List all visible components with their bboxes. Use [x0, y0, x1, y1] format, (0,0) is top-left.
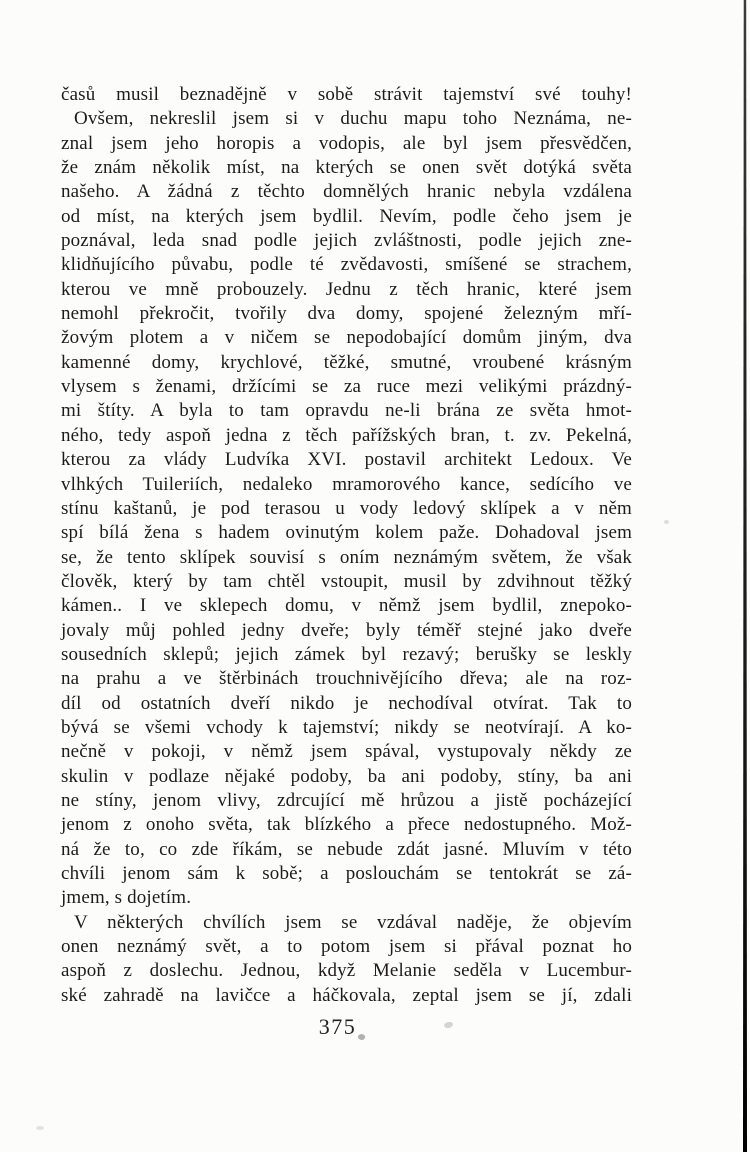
text-line-paragraph-end: jmem, s dojetím. [61, 887, 192, 909]
text-line: jovaly můj pohled jedny dveře; byly téměř stejné jako dveře [61, 619, 632, 641]
text-line: znal jsem jeho horopis a vodopis, ale byl jsem přesvědčen, [61, 132, 632, 154]
text-line: žovým plotem a v ničem se nepodobající domům jiným, dva [61, 327, 632, 349]
text-line: díl od ostatních dveří nikdo je nechodíval otvírat. Tak to [61, 692, 632, 714]
text-line: V některých chvílích jsem se vzdával naděje, že objevím [74, 911, 632, 933]
text-line: kamenné domy, krychlové, těžké, smutné, vroubené krásným [61, 351, 632, 373]
text-line: vlysem s ženami, držícími se za ruce mezi velikými prázdný- [61, 376, 632, 398]
text-line: skulin v podlaze nějaké podoby, ba ani podoby, stíny, ba ani [61, 765, 632, 787]
text-line: nemohl překročit, tvořily dva domy, spojené železným mří- [61, 303, 632, 325]
text-line: jenom z onoho světa, tak blízkého a přece nedostupného. Mož- [61, 814, 632, 836]
text-line: kámen.. I ve sklepech domu, v němž jsem bydlil, znepoko- [61, 595, 632, 617]
text-line: mi štíty. A byla to tam opravdu ne-li brána ze světa hmot- [61, 400, 632, 422]
text-line: ské zahradě na lavičce a háčkovala, zeptal jsem se jí, zdali [61, 984, 632, 1006]
text-line: kterou za vlády Ludvíka XVI. postavil architekt Ledoux. Ve [61, 449, 632, 471]
text-line: spí bílá žena s hadem ovinutým kolem paže. Dohadoval jsem [61, 522, 632, 544]
page-number [61, 1014, 632, 1040]
page-number-value: 375 [318, 1014, 357, 1039]
text-line: chvíli jenom sám k sobě; a poslouchám se tentokrát se zá- [61, 863, 632, 884]
text-line: člověk, který by tam chtěl vstoupit, musil by zdvihnout těžký [61, 570, 632, 592]
text-line: sousedních sklepů; jejich zámek byl rezavý; berušky se leskly [61, 643, 632, 665]
text-line: našeho. A žádná z těchto domnělých hranic nebyla vzdálena [61, 181, 632, 203]
text-line: ného, tedy aspoň jedna z těch pařížských bran, t. zv. Pekelná, [61, 424, 632, 446]
text-line: kterou ve mně probouzely. Jednu z těch hranic, které jsem [61, 278, 632, 300]
text-line: na prahu a ve štěrbinách trouchnivějícího dřeva; ale na roz- [61, 668, 632, 690]
text-line: vlhkých Tuileriích, nedaleko mramorového kance, sedícího ve [61, 473, 632, 495]
text-line: nečně v pokoji, v němž jsem spával, vystupovaly někdy ze [61, 741, 632, 763]
text-line: se, že tento sklípek souvisí s oním neznámým světem, že však [61, 546, 632, 568]
text-line: Ovšem, nekreslil jsem si v duchu mapu toho Neznáma, ne- [74, 108, 632, 130]
text-line: aspoň z doslechu. Jednou, když Melanie seděla v Lucembur- [61, 960, 632, 982]
ink-smudge [36, 1126, 44, 1130]
text-line: že znám několik míst, na kterých se onen svět dotýká světa [61, 157, 632, 179]
text-line: ná že to, co zde říkám, se nebude zdát jasné. Mluvím v této [61, 838, 632, 860]
text-line: časů musil beznadějně v sobě strávit tajemství své touhy! [61, 84, 632, 105]
text-line: ne stíny, jenom vlivy, zdrcující mě hrůzou a jistě pocházející [61, 789, 632, 811]
scan-edge-line [743, 0, 747, 1152]
text-line: onen neznámý svět, a to potom jsem si přával poznat ho [61, 936, 632, 958]
text-line: stínu kaštanů, je pod terasou u vody ledový sklípek a v něm [61, 497, 632, 519]
ink-smudge [664, 520, 669, 524]
text-line: bývá se všemi vchody k tajemství; nikdy se neotvírají. A ko- [61, 716, 632, 738]
text-line: od míst, na kterých jsem bydlil. Nevím, podle čeho jsem je [61, 205, 632, 227]
body-text [61, 83, 632, 1008]
text-line: klidňujícího půvabu, podle té zvědavosti, smíšené se strachem, [61, 254, 632, 276]
text-line: poznával, leda snad podle jejich zvláštnosti, podle jejich zne- [61, 230, 632, 252]
